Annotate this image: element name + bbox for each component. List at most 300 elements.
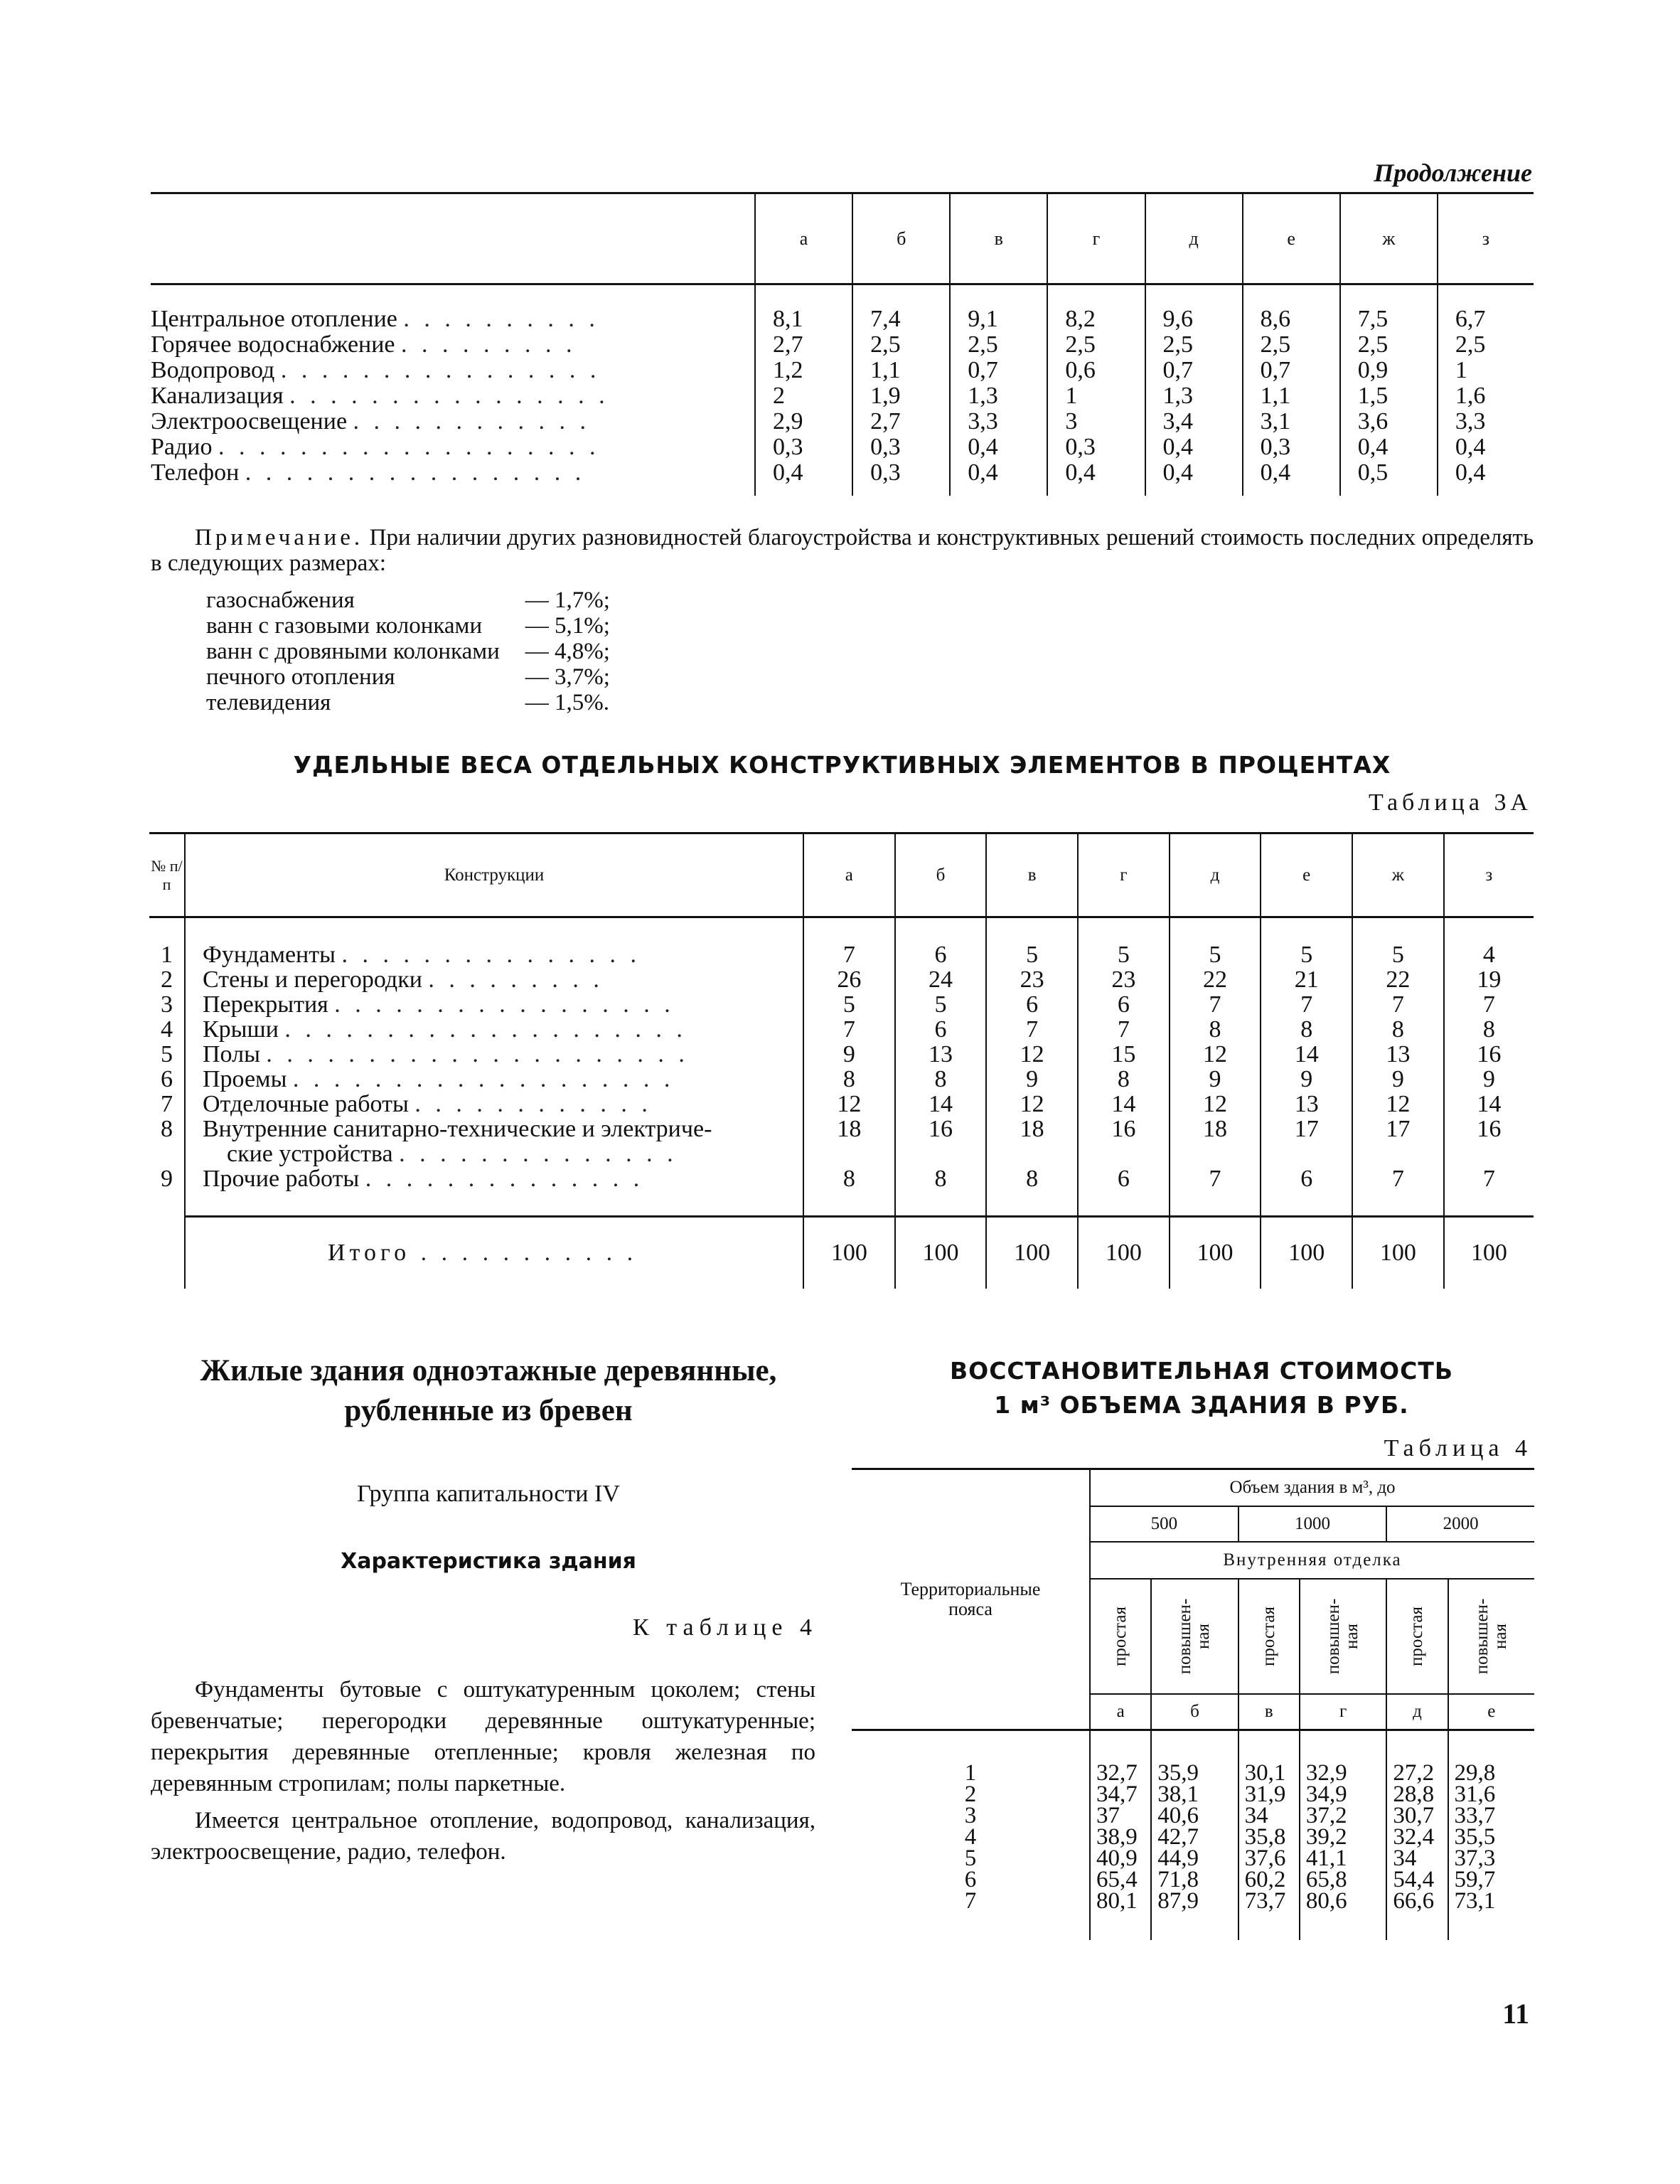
leader-dots: . . . . . . . . . . . . . . . . . . . — [218, 434, 600, 460]
table-label: Таблица 3А — [1369, 789, 1532, 816]
row-number: 1 — [161, 942, 173, 968]
note-item-value: — 4,8%; — [525, 639, 610, 664]
total-cell: 100 — [1170, 1217, 1261, 1289]
table-cell: 8 — [803, 1166, 895, 1217]
note-item-value: — 1,7%; — [525, 587, 610, 613]
table-cell: 7 — [986, 1017, 1078, 1042]
note-item-value: — 5,1%; — [525, 613, 610, 639]
column-header: б — [895, 833, 987, 917]
leader-dots: . . . . . . . . . . . . . . . . . . . — [292, 1066, 675, 1092]
column-header: д — [1386, 1694, 1448, 1730]
table-cell: 0,4 — [1145, 460, 1243, 496]
zone-number: 4 — [964, 1823, 977, 1850]
building-title-line1: Жилые здания одноэтажные деревянные, — [200, 1354, 777, 1387]
table-cell: 29,8 — [1448, 1730, 1534, 1784]
table-row — [149, 917, 1534, 968]
column-header-num: № п/п — [149, 833, 185, 917]
finish-type: простая — [1386, 1579, 1448, 1694]
list-item — [206, 664, 610, 690]
column-header: з — [1444, 833, 1534, 917]
column-header-name: Конструкции — [185, 833, 803, 917]
table-row — [852, 1784, 1534, 1805]
table-cell: 6 — [895, 1017, 987, 1042]
table-cell: 15 — [1078, 1042, 1170, 1067]
table-cell: 38,1 — [1151, 1784, 1238, 1805]
table-cell: 59,7 — [1448, 1869, 1534, 1890]
total-cell: 100 — [1261, 1217, 1352, 1289]
table-cell: 18 — [803, 1117, 895, 1166]
table-cell: 17 — [1261, 1117, 1352, 1166]
table-cell: 2 — [755, 383, 852, 409]
table-cell: 37,3 — [1448, 1848, 1534, 1869]
table-row — [852, 1826, 1534, 1848]
total-cell: 100 — [1352, 1217, 1444, 1289]
capital-group: Группа капитальности IV — [357, 1481, 620, 1507]
cost-title-line2: 1 м³ ОБЪЕМА ЗДАНИЯ В РУБ. — [994, 1391, 1409, 1419]
column-header: г — [1078, 833, 1170, 917]
leader-dots: . . . . . . . . . — [428, 966, 604, 993]
row-label: Внутренние санитарно-технические и электриче- — [203, 1116, 712, 1142]
table-cell: 6 — [1078, 1166, 1170, 1217]
table-cell: 34,7 — [1090, 1784, 1151, 1805]
table-cell: 44,9 — [1151, 1848, 1238, 1869]
table-cell: 18 — [986, 1117, 1078, 1166]
note-item-name: ванн с газовыми колонками — [206, 613, 483, 639]
table-row — [151, 460, 1534, 496]
table-cell: 60,2 — [1238, 1869, 1300, 1890]
header-empty — [151, 193, 755, 284]
row-label: Отделочные работы — [203, 1091, 409, 1117]
row-label: Телефон — [151, 459, 240, 486]
table-cell: 0,3 — [852, 435, 950, 460]
table-cell: 35,8 — [1238, 1826, 1300, 1848]
table-header-row — [149, 833, 1534, 917]
description-paragraph: Фундаменты бутовые с оштукатуренным цоколем; стены бревенчатые; перегородки деревянные оштукатуренные; перекрытия деревянные отепленные; кровля железная по деревянным стропилам; полы паркетные. — [151, 1677, 815, 1796]
note-label: Примечание. — [195, 525, 364, 550]
table-cell: 31,9 — [1238, 1784, 1300, 1805]
column-header: г — [1300, 1694, 1386, 1730]
table-row — [151, 358, 1534, 383]
note-item-name: телевидения — [206, 690, 331, 715]
table-cell: 8 — [895, 1067, 987, 1092]
row-label: Радио — [151, 434, 213, 460]
table-cell: 2,5 — [950, 332, 1047, 358]
cost-title — [850, 1354, 1553, 1422]
zone-number: 7 — [964, 1887, 977, 1914]
table-cell: 12 — [1352, 1092, 1444, 1117]
table-cell: 26 — [803, 967, 895, 992]
table-cell: 3,3 — [950, 409, 1047, 435]
table-cell: 0,7 — [1243, 358, 1340, 383]
table-cell: 8 — [986, 1166, 1078, 1217]
list-item — [206, 613, 610, 639]
table-cell: 2,5 — [1438, 332, 1534, 358]
column-header: е — [1243, 193, 1340, 284]
table-row — [852, 1869, 1534, 1890]
table-cell: 19 — [1444, 967, 1534, 992]
finish-header: Внутренняя отделка — [1090, 1542, 1534, 1579]
table-cell: 1,9 — [852, 383, 950, 409]
leader-dots: . . . . . . . . . . . . . . . . . . . . — [284, 1016, 687, 1043]
table-cell: 1 — [1438, 358, 1534, 383]
table-cell: 37 — [1090, 1805, 1151, 1826]
table-cell: 16 — [895, 1117, 987, 1166]
characteristics-heading: Характеристика здания — [341, 1549, 636, 1574]
table-cell: 14 — [1444, 1092, 1534, 1117]
cost-table — [852, 1468, 1534, 1940]
table-cell: 9 — [1261, 1067, 1352, 1092]
row-label: Перекрытия — [203, 991, 328, 1018]
table-row — [852, 1848, 1534, 1869]
page-number: 11 — [1502, 1998, 1529, 2030]
note-paragraph — [151, 525, 1534, 576]
column-header: а — [755, 193, 852, 284]
column-header: в — [950, 193, 1047, 284]
total-blank — [149, 1217, 185, 1289]
table-cell: 23 — [986, 967, 1078, 992]
table-cell: 3,1 — [1243, 409, 1340, 435]
table-cell: 16 — [1444, 1042, 1534, 1067]
leader-dots: . . . . . . . . . . . . — [414, 1091, 652, 1117]
column-header: в — [1238, 1694, 1300, 1730]
table-cell: 12 — [803, 1092, 895, 1117]
table-cell: 9 — [986, 1067, 1078, 1092]
table-cell: 2,7 — [852, 409, 950, 435]
note-item-name: ванн с дровяными колонками — [206, 639, 500, 664]
volume-2000: 2000 — [1386, 1506, 1534, 1542]
table-cell: 0,4 — [755, 460, 852, 496]
finish-type: простая — [1238, 1579, 1300, 1694]
table-cell: 42,7 — [1151, 1826, 1238, 1848]
leader-dots: . . . . . . . . . . . . . . . . . — [245, 459, 586, 486]
table-cell: 0,4 — [1438, 435, 1534, 460]
finish-type: повышен-ная — [1300, 1579, 1386, 1694]
row-number: 8 — [161, 1116, 173, 1142]
row-label: Фундаменты — [203, 942, 336, 968]
zone-number: 6 — [964, 1866, 977, 1892]
column-header: д — [1145, 193, 1243, 284]
table-cell: 65,8 — [1300, 1869, 1386, 1890]
row-label: Канализация — [151, 383, 284, 409]
table-cell: 17 — [1352, 1117, 1444, 1166]
table-cell: 13 — [1261, 1092, 1352, 1117]
row-label-continued: ские устройства — [227, 1141, 393, 1167]
table-cell: 28,8 — [1386, 1784, 1448, 1805]
table-cell: 8,2 — [1047, 284, 1145, 333]
table-cell: 9,6 — [1145, 284, 1243, 333]
table-cell: 0,4 — [950, 435, 1047, 460]
row-number: 6 — [161, 1066, 173, 1092]
table-cell: 73,1 — [1448, 1890, 1534, 1940]
table-cell: 8 — [1261, 1017, 1352, 1042]
table-cell: 38,9 — [1090, 1826, 1151, 1848]
table-cell: 14 — [895, 1092, 987, 1117]
section-heading: УДЕЛЬНЫЕ ВЕСА ОТДЕЛЬНЫХ КОНСТРУКТИВНЫХ ЭЛЕМЕНТОВ В ПРОЦЕНТАХ — [293, 751, 1391, 779]
table-cell: 18 — [1170, 1117, 1261, 1166]
table-row — [149, 1092, 1534, 1117]
table-cell: 2,7 — [755, 332, 852, 358]
table-cell: 0,3 — [1047, 435, 1145, 460]
table-cell: 21 — [1261, 967, 1352, 992]
table-cell: 34 — [1386, 1848, 1448, 1869]
table-cell: 6 — [895, 917, 987, 968]
table-cell: 39,2 — [1300, 1826, 1386, 1848]
building-description — [151, 1674, 815, 1873]
table-cell: 5 — [986, 917, 1078, 968]
leader-dots: . . . . . . . . . . . . . . — [365, 1166, 644, 1192]
row-number: 3 — [161, 991, 173, 1018]
table-cell: 7 — [1444, 992, 1534, 1017]
table-cell: 65,4 — [1090, 1869, 1151, 1890]
table-cell: 8 — [803, 1067, 895, 1092]
table-cell: 1,3 — [950, 383, 1047, 409]
table-row — [149, 1117, 1534, 1166]
volume-500: 500 — [1090, 1506, 1238, 1542]
table-cell: 0,4 — [1438, 460, 1534, 496]
table-cell: 0,9 — [1340, 358, 1438, 383]
volume-1000: 1000 — [1238, 1506, 1387, 1542]
table-cell: 0,4 — [950, 460, 1047, 496]
row-number: 5 — [161, 1041, 173, 1067]
leader-dots: . . . . . . . . . . . . . . — [399, 1141, 678, 1167]
table-cell: 35,5 — [1448, 1826, 1534, 1848]
table-cell: 2,5 — [1340, 332, 1438, 358]
zone-number: 3 — [964, 1802, 977, 1828]
building-title — [151, 1351, 826, 1431]
table-cell: 12 — [1170, 1092, 1261, 1117]
table-cell: 16 — [1078, 1117, 1170, 1166]
table-cell: 0,5 — [1340, 460, 1438, 496]
table-cell: 9 — [1352, 1067, 1444, 1092]
table-row — [149, 967, 1534, 992]
leader-dots: . . . . . . . . . . . . — [353, 408, 591, 435]
zone-number: 1 — [964, 1759, 977, 1786]
row-number: 2 — [161, 966, 173, 993]
table-cell: 32,4 — [1386, 1826, 1448, 1848]
list-item — [206, 639, 610, 664]
table-cell: 7 — [803, 1017, 895, 1042]
table-cell: 27,2 — [1386, 1730, 1448, 1784]
table-cell: 0,7 — [950, 358, 1047, 383]
table-cell: 13 — [1352, 1042, 1444, 1067]
note-item-value: — 3,7%; — [525, 664, 610, 690]
table-cell: 0,3 — [852, 460, 950, 496]
list-item — [206, 690, 610, 715]
table-cell: 5 — [1352, 917, 1444, 968]
table-cell: 33,7 — [1448, 1805, 1534, 1826]
table-cell: 30,7 — [1386, 1805, 1448, 1826]
table-cell: 30,1 — [1238, 1730, 1300, 1784]
column-header: б — [852, 193, 950, 284]
table-cell: 0,3 — [1243, 435, 1340, 460]
table-cell: 6,7 — [1438, 284, 1534, 333]
zone-number: 5 — [964, 1845, 977, 1871]
row-number: 4 — [161, 1016, 173, 1043]
total-label: Итого — [328, 1240, 411, 1266]
table-cell: 34 — [1238, 1805, 1300, 1826]
row-number: 7 — [161, 1091, 173, 1117]
leader-dots: . . . . . . . . . . . . . . . — [341, 942, 641, 968]
column-header: е — [1261, 833, 1352, 917]
table-cell: 24 — [895, 967, 987, 992]
table-cell: 9 — [803, 1042, 895, 1067]
table-cell: 1,5 — [1340, 383, 1438, 409]
table-cell: 22 — [1352, 967, 1444, 992]
table-cell: 5 — [1078, 917, 1170, 968]
column-header: ж — [1352, 833, 1444, 917]
total-cell: 100 — [986, 1217, 1078, 1289]
table-cell: 1 — [1047, 383, 1145, 409]
table-row — [151, 409, 1534, 435]
continuation-label: Продолжение — [1374, 159, 1532, 187]
leader-dots: . . . . . . . . . . . — [420, 1240, 638, 1266]
table-cell: 2,5 — [852, 332, 950, 358]
row-label: Центральное отопление — [151, 306, 397, 332]
utilities-table — [151, 192, 1534, 496]
table-cell: 34,9 — [1300, 1784, 1386, 1805]
zone-header: Территориальные пояса — [852, 1469, 1090, 1730]
leader-dots: . . . . . . . . . . . . . . . . . — [334, 991, 675, 1018]
row-label: Крыши — [203, 1016, 279, 1043]
table-cell: 7 — [1352, 1166, 1444, 1217]
table-cell: 0,4 — [1243, 460, 1340, 496]
table-cell: 71,8 — [1151, 1869, 1238, 1890]
table-cell: 4 — [1444, 917, 1534, 968]
table-cell: 37,2 — [1300, 1805, 1386, 1826]
column-header: а — [1090, 1694, 1151, 1730]
table-cell: 0,4 — [1340, 435, 1438, 460]
table-row — [151, 332, 1534, 358]
table-cell: 13 — [895, 1042, 987, 1067]
table-row — [852, 1730, 1534, 1784]
table-row — [151, 435, 1534, 460]
table-cell: 7 — [1170, 1166, 1261, 1217]
table-cell: 14 — [1261, 1042, 1352, 1067]
list-item — [206, 587, 610, 613]
table-cell: 32,9 — [1300, 1730, 1386, 1784]
table-cell: 31,6 — [1448, 1784, 1534, 1805]
table-row — [149, 1166, 1534, 1217]
note-text: При наличии других разновидностей благоустройства и конструктивных решений стоимость последних определять в следующих размерах: — [151, 525, 1534, 576]
table-cell: 22 — [1170, 967, 1261, 992]
table-cell: 6 — [1261, 1166, 1352, 1217]
to-table-label: К таблице 4 — [633, 1614, 818, 1641]
table-row — [151, 284, 1534, 333]
total-cell: 100 — [895, 1217, 987, 1289]
table-cell: 87,9 — [1151, 1890, 1238, 1940]
table-cell: 0,3 — [755, 435, 852, 460]
column-header: е — [1448, 1694, 1534, 1730]
table-cell: 32,7 — [1090, 1730, 1151, 1784]
table-cell: 5 — [803, 992, 895, 1017]
table-cell: 12 — [1170, 1042, 1261, 1067]
table-cell: 3 — [1047, 409, 1145, 435]
table-cell: 37,6 — [1238, 1848, 1300, 1869]
table-cell: 2,5 — [1047, 332, 1145, 358]
table-cell: 40,6 — [1151, 1805, 1238, 1826]
table-cell: 7 — [1170, 992, 1261, 1017]
table-cell: 7,5 — [1340, 284, 1438, 333]
table-cell: 0,7 — [1145, 358, 1243, 383]
table-cell: 7 — [1261, 992, 1352, 1017]
leader-dots: . . . . . . . . . — [401, 331, 577, 358]
structural-weights-table — [149, 832, 1534, 1289]
column-header: б — [1151, 1694, 1238, 1730]
note-item-value: — 1,5%. — [525, 690, 610, 715]
row-label: Горячее водоснабжение — [151, 331, 395, 358]
building-title-line2: рубленные из бревен — [344, 1394, 633, 1427]
table-cell: 12 — [986, 1042, 1078, 1067]
description-paragraph: Имеется центральное отопление, водопровод, канализация, электроосвещение, радио, телефон. — [151, 1808, 815, 1865]
table-cell: 0,4 — [1047, 460, 1145, 496]
note-item-name: газоснабжения — [206, 587, 355, 613]
row-label: Прочие работы — [203, 1166, 360, 1192]
table-cell: 8,6 — [1243, 284, 1340, 333]
table-cell: 9,1 — [950, 284, 1047, 333]
row-label: Проемы — [203, 1066, 287, 1092]
column-header: з — [1438, 193, 1534, 284]
table-cell: 3,3 — [1438, 409, 1534, 435]
table-cell: 3,4 — [1145, 409, 1243, 435]
leader-dots: . . . . . . . . . . . . . . . . . . . . . — [266, 1041, 689, 1067]
table-cell: 66,6 — [1386, 1890, 1448, 1940]
table-cell: 23 — [1078, 967, 1170, 992]
note-item-name: печного отопления — [206, 664, 395, 690]
table-cell: 8 — [895, 1166, 987, 1217]
table-row — [149, 992, 1534, 1017]
finish-type: повышен-ная — [1151, 1579, 1238, 1694]
total-row — [149, 1217, 1534, 1289]
table-cell: 3,6 — [1340, 409, 1438, 435]
column-header: в — [986, 833, 1078, 917]
table-header-row — [151, 193, 1534, 284]
total-cell: 100 — [1078, 1217, 1170, 1289]
table-cell: 12 — [986, 1092, 1078, 1117]
row-label: Водопровод — [151, 357, 275, 383]
table-cell: 8,1 — [755, 284, 852, 333]
table-cell: 1,1 — [1243, 383, 1340, 409]
table-cell: 8 — [1352, 1017, 1444, 1042]
table-cell: 7 — [1352, 992, 1444, 1017]
table-row — [151, 383, 1534, 409]
zone-number: 2 — [964, 1781, 977, 1807]
table-cell: 9 — [1444, 1067, 1534, 1092]
table-cell: 7,4 — [852, 284, 950, 333]
table-cell: 80,6 — [1300, 1890, 1386, 1940]
table-cell: 7 — [1444, 1166, 1534, 1217]
row-label: Электроосвещение — [151, 408, 348, 435]
row-label: Стены и перегородки — [203, 966, 422, 993]
column-header: д — [1170, 833, 1261, 917]
column-header: а — [803, 833, 895, 917]
table-row — [149, 1067, 1534, 1092]
table-cell: 6 — [1078, 992, 1170, 1017]
table-cell: 6 — [986, 992, 1078, 1017]
table-cell: 54,4 — [1386, 1869, 1448, 1890]
column-header: г — [1047, 193, 1145, 284]
column-header: ж — [1340, 193, 1438, 284]
table-cell: 41,1 — [1300, 1848, 1386, 1869]
table-cell: 35,9 — [1151, 1730, 1238, 1784]
table-row — [852, 1805, 1534, 1826]
table-cell: 1,3 — [1145, 383, 1243, 409]
table-cell: 5 — [1170, 917, 1261, 968]
table-cell: 1,6 — [1438, 383, 1534, 409]
total-cell: 100 — [803, 1217, 895, 1289]
note-list — [206, 587, 610, 715]
table-row — [852, 1890, 1534, 1940]
finish-type: простая — [1090, 1579, 1151, 1694]
